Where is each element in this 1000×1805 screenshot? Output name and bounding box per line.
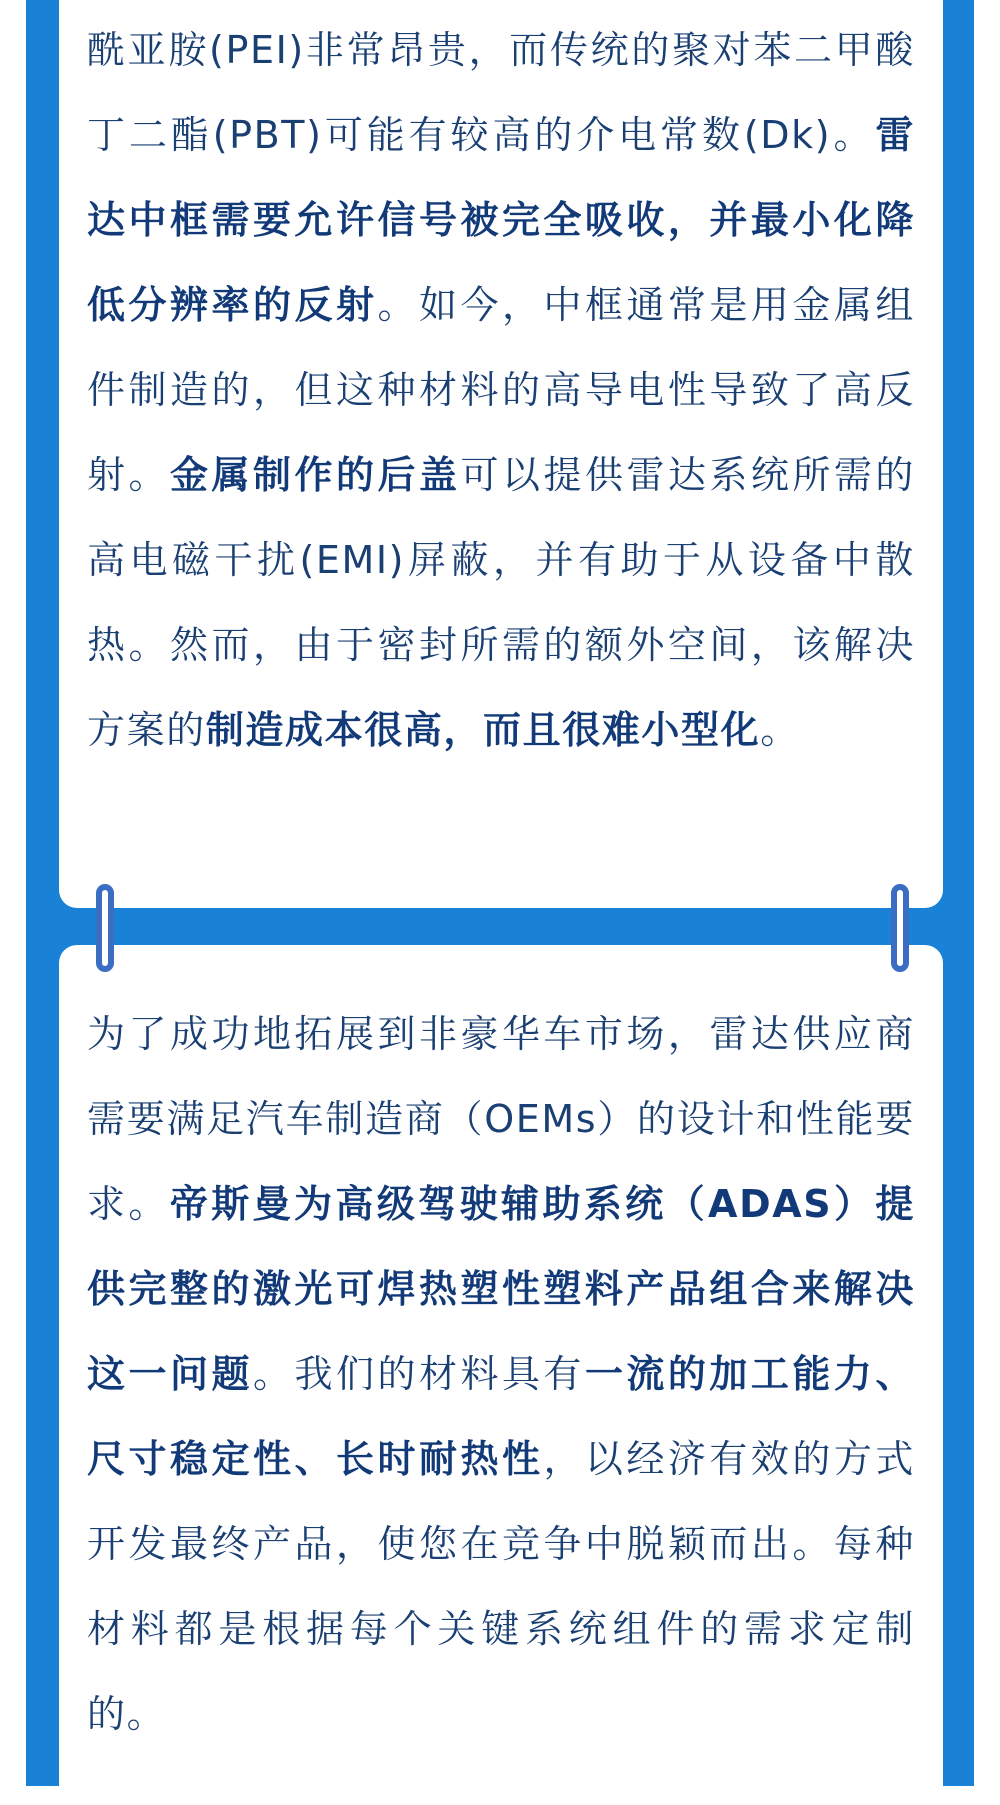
card-1-bold-segment: 金属制作的后盖 — [170, 453, 461, 497]
binder-clip-left-icon — [96, 884, 114, 972]
card-2-bold-segment: 一流的加工能力、尺寸稳定性、长时耐热性 — [87, 1352, 915, 1481]
card-1-segment: 酰亚胺(PEI)非常昂贵，而传统的聚对苯二甲酸丁二酯(PBT)可能有较高的介电常数(Dk)。 — [87, 28, 915, 157]
card-2-paragraph — [87, 992, 915, 1757]
card-1-segment: 可以提供雷达系统所需的高电磁干扰(EMI)屏蔽，并有助于从设备中散热。然而，由于密封所需的额外空间，该解决方案的 — [87, 453, 916, 752]
card-2-segment: 为了成功地拓展到非豪华车市场，雷达供应商需要满足汽车制造商（OEMs）的设计和性能要求。 — [87, 1012, 915, 1226]
card-2-segment: ，以经济有效的方式开发最终产品，使您在竞争中脱颖而出。每种材料都是根据每个关键系统组件的需求定制的。 — [87, 1437, 915, 1736]
text-card-2 — [59, 945, 943, 1805]
text-card-1 — [59, 0, 943, 908]
card-1-segment: 。如今，中框通常是用金属组件制造的，但这种材料的高导电性导致了高反射。 — [87, 283, 915, 497]
binder-clip-right-icon — [891, 884, 909, 972]
card-2-bold-segment: 帝斯曼为高级驾驶辅助系统（ADAS）提供完整的激光可焊热塑性塑料产品组合来解决这一问题 — [87, 1182, 915, 1396]
card-1-bold-segment: 制造成本很高，而且很难小型化 — [205, 708, 761, 752]
card-1-segment: 。 — [760, 708, 800, 752]
card-1-bold-segment: 雷达中框需要允许信号被完全吸收，并最小化降低分辨率的反射 — [87, 113, 915, 327]
card-1-paragraph — [87, 8, 915, 773]
card-2-segment: 。我们的材料具有 — [252, 1352, 585, 1396]
